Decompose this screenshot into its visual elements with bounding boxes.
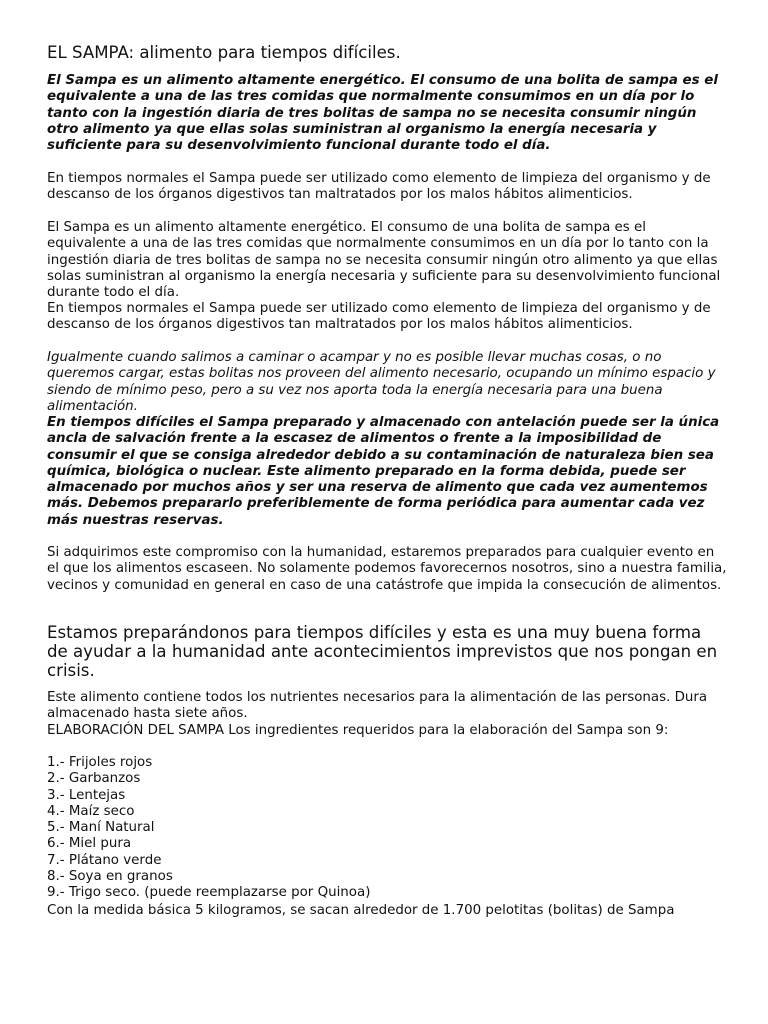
list-item: 1.- Frijoles rojos <box>47 755 153 770</box>
list-item: 5.- Maní Natural <box>47 820 155 836</box>
list-item: 4.- Maíz seco <box>47 803 135 819</box>
yield-paragraph: Con la medida básica 5 kilogramos, se sacan alrededor de 1.700 pelotitas (bolitas) de Sampa <box>47 903 675 918</box>
intro-bold-paragraph: El Sampa es un alimento altamente energético. El consumo de una bolita de sampa es el equivalente a una de las tres comidas que normalmente consumimos en un día por lo tanto con la ingestión diaria de tres bolitas de sampa no se necesita consumir ningún otro alimento ya que ellas solas suministran al organismo la energía necesaria y suficiente para su desenvolvimiento funcional durante todo el día. <box>47 73 718 154</box>
ingredients-list <box>47 755 727 902</box>
large-statement-paragraph: Estamos preparándonos para tiempos difíciles y esta es una muy buena forma de ayudar a la humanidad ante acontecimientos imprevistos que nos pongan en crisis. <box>47 623 718 680</box>
list-item: 3.- Lentejas <box>47 787 126 803</box>
list-item: 7.- Plátano verde <box>47 852 162 868</box>
difficult-times-bold-paragraph: En tiempos difíciles el Sampa preparado y almacenado con antelación puede ser la única ancla de salvación frente a la escasez de alimentos o frente a la imposibilidad de consumir el que se consiga alrededor debido a su contaminación de naturaleza bien sea química, biológica o nuclear. Este alimento preparado en la forma debida, puede ser almacenado por muchos años y ser una reserva de alimento que cada vez aumentemos más. Debemos prepararlo preferiblemente de forma periódica para aumentar cada vez más nuestras reservas. <box>47 415 720 528</box>
list-item: 9.- Trigo seco. (puede reemplazarse por Quinoa) <box>47 885 371 901</box>
energy-paragraph: El Sampa es un alimento altamente energético. El consumo de una bolita de sampa es el equivalente a una de las tres comidas que normalmente consumimos en un día por lo tanto con la ingestión diaria de tres bolitas de sampa no se necesita consumir ningún otro alimento ya que ellas solas suministran al organismo la energía necesaria y suficiente para su desenvolvimiento funcional durante todo el día. <box>47 220 721 301</box>
nutrients-paragraph: Este alimento contiene todos los nutrientes necesarios para la alimentación de las personas. Dura almacenado hasta siete años. <box>47 690 708 722</box>
list-item: 2.- Garbanzos <box>47 771 141 787</box>
list-item: 8.- Soya en granos <box>47 869 173 885</box>
camping-italic-paragraph: Igualmente cuando salimos a caminar o acampar y no es posible llevar muchas cosas, o no queremos cargar, estas bolitas nos proveen del alimento necesario, ocupando un mínimo espacio y siendo de mínimo peso, pero a su vez nos aporta toda la energía necesaria para una buena alimentación. <box>47 350 716 414</box>
normal-times-paragraph-repeat: En tiempos normales el Sampa puede ser utilizado como elemento de limpieza del organismo y de descanso de los órganos digestivos tan maltratados por los malos hábitos alimenticios. <box>47 301 711 333</box>
elaboration-heading-paragraph: ELABORACIÓN DEL SAMPA Los ingredientes requeridos para la elaboración del Sampa son 9: <box>47 723 669 738</box>
list-item: 6.- Miel pura <box>47 836 132 852</box>
normal-times-paragraph: En tiempos normales el Sampa puede ser utilizado como elemento de limpieza del organismo y de descanso de los órganos digestivos tan maltratados por los malos hábitos alimenticios. <box>47 171 711 203</box>
commitment-paragraph: Si adquirimos este compromiso con la humanidad, estaremos preparados para cualquier evento en el que los alimentos escaseen. No solamente podemos favorecernos nosotros, sino a nuestra familia, vecinos y comunidad en general en caso de una catástrofe que impida la consecución de alimentos. <box>47 545 727 593</box>
page-title: EL SAMPA: alimento para tiempos difíciles. <box>47 43 401 62</box>
